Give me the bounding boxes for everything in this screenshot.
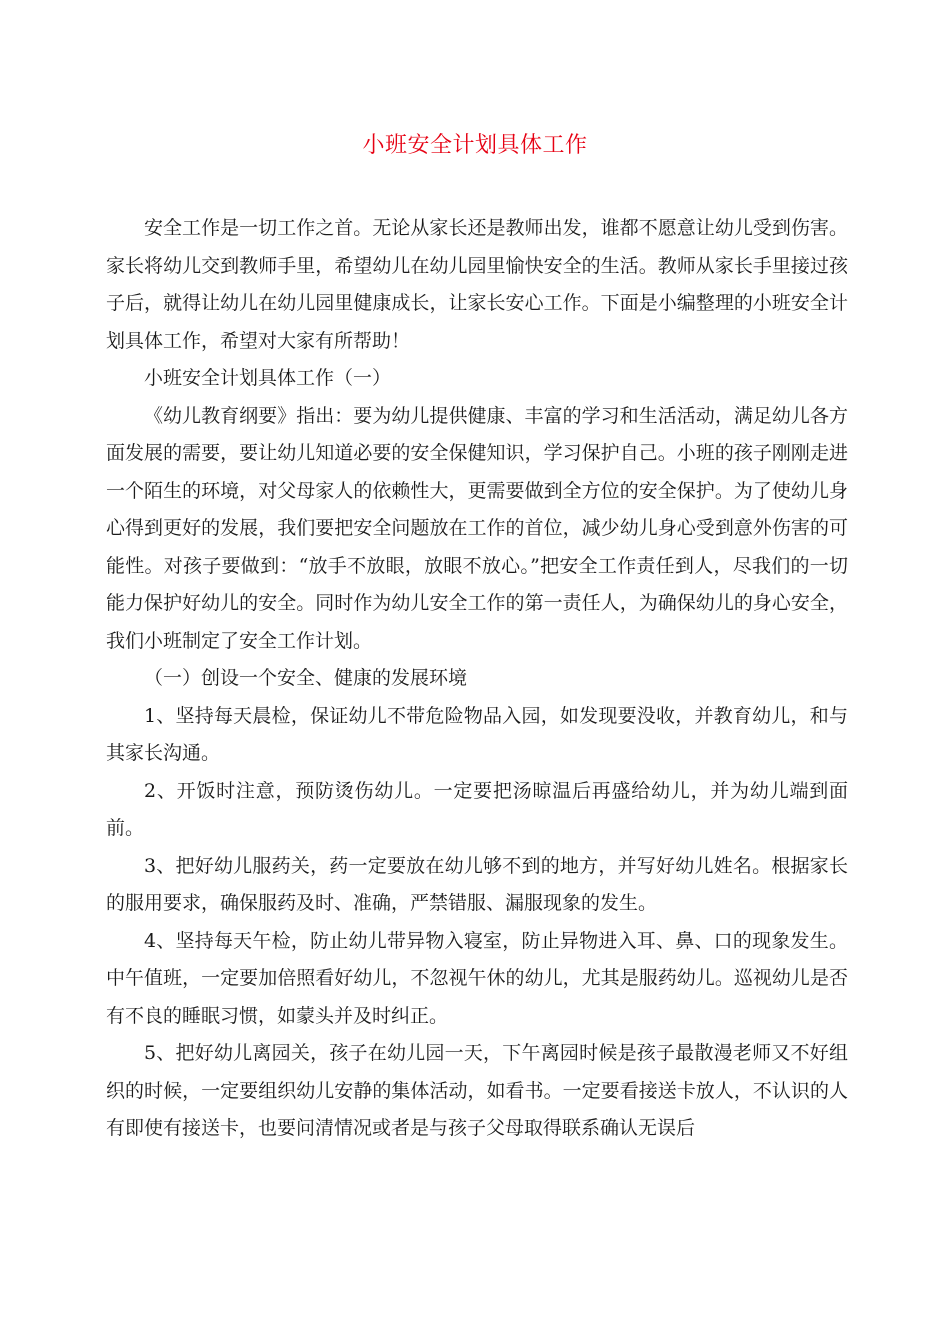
document-body (106, 210, 848, 1148)
list-item: 2、开饭时注意，预防烫伤幼儿。一定要把汤晾温后再盛给幼儿，并为幼儿端到面前。 (106, 779, 848, 839)
document-title: 小班安全计划具体工作 (362, 133, 588, 158)
section-heading: 小班安全计划具体工作（一） (144, 367, 392, 389)
list-item: 5、把好幼儿离园关，孩子在幼儿园一天，下午离园时候是孩子最散漫老师又不好组织的时候，一定要组织幼儿安静的集体活动，如看书。一定要看接送卡放人，不认识的人有即使有接送卡，也要问清情况或者是与孩子父母取得联系确认无误后 (106, 1042, 848, 1139)
list-item: 1、坚持每天晨检，保证幼儿不带危险物品入园，如发现要没收，并教育幼儿，和与其家长沟通。 (106, 704, 848, 764)
list-item: 3、把好幼儿服药关，药一定要放在幼儿够不到的地方，并写好幼儿姓名。根据家长的服用要求，确保服药及时、准确，严禁错服、漏服现象的发生。 (106, 854, 848, 914)
subsection-heading: （一）创设一个安全、健康的发展环境 (144, 667, 468, 689)
intro-paragraph: 安全工作是一切工作之首。无论从家长还是教师出发，谁都不愿意让幼儿受到伤害。家长将幼儿交到教师手里，希望幼儿在幼儿园里愉快安全的生活。教师从家长手里接过孩子后，就得让幼儿在幼儿园里健康成长，让家长安心工作。下面是小编整理的小班安全计划具体工作，希望对大家有所帮助！ (106, 217, 848, 352)
body-paragraph: 《幼儿教育纲要》指出：要为幼儿提供健康、丰富的学习和生活活动，满足幼儿各方面发展的需要，要让幼儿知道必要的安全保健知识，学习保护自己。小班的孩子刚刚走进一个陌生的环境，对父母家人的依赖性大，更需要做到全方位的安全保护。为了使幼儿身心得到更好的发展，我们要把安全问题放在工作的首位，减少幼儿身心受到意外伤害的可能性。对孩子要做到：“放手不放眼，放眼不放心。”把安全工作责任到人，尽我们的一切能力保护好幼儿的安全。同时作为幼儿安全工作的第一责任人，为确保幼儿的身心安全，我们小班制定了安全工作计划。 (106, 404, 848, 652)
list-item: 4、坚持每天午检，防止幼儿带异物入寝室，防止异物进入耳、鼻、口的现象发生。中午值班，一定要加倍照看好幼儿，不忽视午休的幼儿，尤其是服药幼儿。巡视幼儿是否有不良的睡眠习惯，如蒙头并及时纠正。 (106, 929, 848, 1027)
